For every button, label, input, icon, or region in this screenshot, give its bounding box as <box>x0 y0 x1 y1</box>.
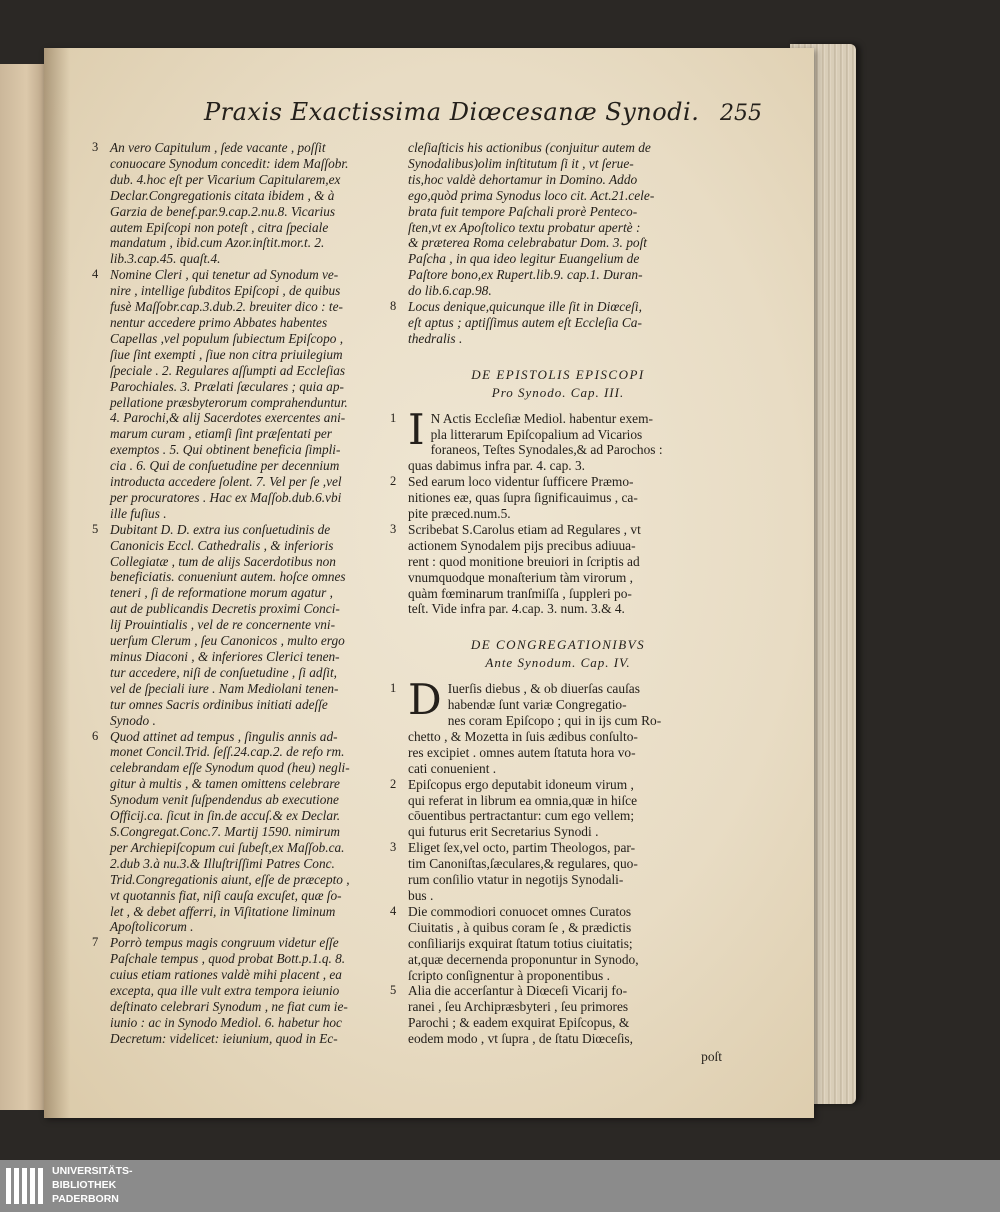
library-logo-icon <box>6 1168 44 1204</box>
paragraph-text: Epiſcopus ergo deputabit idoneum virum , qui referat in librum ea omnia,quæ in hiſce cōuentibus pertractantur: cum ego vellem; qui futurus erit Secretarius Synodi . <box>408 776 638 840</box>
page-header <box>204 98 784 132</box>
logo-line-2: BIBLIOTHEK <box>52 1179 117 1191</box>
paragraph-5 <box>92 522 420 729</box>
paragraph-number: 2 <box>390 776 397 791</box>
running-title: Praxis Exactissima Diœcesanæ Synodi. <box>204 98 700 126</box>
cap3-item-2 <box>390 474 726 522</box>
logo-line-3: PADERBORN <box>52 1193 119 1205</box>
paragraph-text: Sed earum loco videntur ſufficere Præmo- nitiones eæ, quas ſupra ſignificauimus , ca- pite præced.num.5. <box>408 474 638 522</box>
drop-cap: D <box>408 675 442 725</box>
logo-line-1: UNIVERSITÄTS- <box>52 1165 133 1177</box>
continuation-paragraph <box>390 140 726 299</box>
book-page <box>44 48 814 1118</box>
paragraph-number: 6 <box>92 728 99 743</box>
paragraph-text: Porrò tempus magis congruum videtur eſſe Paſchale tempus , quod probat Bott.p.1.q. 8. cuius etiam rationes valdè mihi placent , ea excepta, qua ille vult extra tempora ieiunio deſtinato celebrari Synodum , ne fiat cum ie- iunio : ac in Synodo Mediol. 6. habetur hoc Decretum: videlicet: ieiunium, quod in Ec- <box>110 935 348 1046</box>
paragraph-text: Quod attinet ad tempus , ſingulis annis ad- monet Concil.Trid. ſeſſ.24.cap.2. de refo rm. celebrandam eſſe Synodum quod (heu) negli- gitur à multis , & tamen omittens celebrare Synodum venit ſuſpendendus ab executione Officij.ca. ſicut in ſin.de accuſ.& ex Declar. S.Congregat.Conc.7. Martij 1590. nimirum per Archiepiſcopum cui ſubeſt,ex Maſſob.ca. 2.dub 3.à nu.3.& Illuſtriſſimi Patres Conc. Trid.Congregationis aiunt, eſſe de præcepto , vt quotannis fiat, niſi cauſa excuſet, quæ ſo- let , & debet afferri, in Viſitatione liminum Apoſtolicorum . <box>110 728 350 935</box>
paragraph-3 <box>92 140 420 267</box>
paragraph-text: N Actis Eccleſiæ Mediol. habentur exem- pla litterarum Epiſcopalium ad Vicarios foraneos, Teſtes Synodales,& ad Parochos : quas dabimus infra par. 4. cap. 3. <box>408 410 663 474</box>
paragraph-number: 8 <box>390 299 397 314</box>
paragraph-text: Die commodiori conuocet omnes Curatos Ciuitatis , à quibus coram ſe , & prædictis conſiliarijs exquirat ſtatum totius ciuitatis; at,quæ decernenda proponuntur in Synodo, ſcripto conſignentur à proponentibus . <box>408 903 639 983</box>
paragraph-number: 5 <box>92 521 99 536</box>
paragraph-text: Dubitant D. D. extra ius conſuetudinis de Canonicis Eccl. Cathedralis , & inferioris Collegiatæ , tum de alijs Sacerdotibus non beneficiatis. conueniunt autem. hoſce omnes teneri , ſi de reformatione morum agatur , aut de publicandis Decretis proximi Conci- lij Prouintialis , vel de re concernente vni- uerſum Clerum , ſeu Canonicos , multo ergo minus Diaconi , & inferiores Clerici tenen- tur accedere, niſi de conſuetudine , ſi adſit, vel de ſpeciali iure . Nam Mediolani tenen- tur omnes Sacris ordinibus initiati adeſſe Synodo . <box>110 521 346 728</box>
section-title-cap-4: DE CONGREGATIONIBVS <box>470 637 646 653</box>
gutter-shadow <box>44 48 70 1118</box>
paragraph-8 <box>390 299 726 347</box>
paragraph-6 <box>92 729 420 936</box>
paragraph-7 <box>92 935 420 1046</box>
paragraph-text: An vero Capitulum , ſede vacante , poſſit conuocare Synodum concedit: idem Maſſobr. dub. 4.hoc eſt per Vicarium Capitularem,ex Declar.Congregationis citata ibidem , & à Garzia de benef.par.9.cap.2.nu.8. Vicarius autem Epiſcopi non poteſt , citra ſpeciale mandatum , ibid.cum Azor.inſtit.mor.t. 2. lib.3.cap.45. quaſt.4. <box>110 140 349 267</box>
paragraph-number: 4 <box>390 903 397 918</box>
cap4-item-4 <box>390 904 726 984</box>
cap3-item-1 <box>390 404 726 475</box>
paragraph-number: 1 <box>390 410 397 425</box>
paragraph-number: 3 <box>390 521 397 536</box>
section-title-cap-3: DE EPISTOLIS EPISCOPI <box>471 366 645 382</box>
paragraph-number: 4 <box>92 267 99 282</box>
cap3-item-3 <box>390 522 726 617</box>
paragraph-number: 3 <box>92 140 99 154</box>
left-page-edge <box>0 64 46 1110</box>
catchword: poſt <box>701 1049 722 1065</box>
section-subtitle-cap-4: Ante Synodum. Cap. IV. <box>485 655 631 671</box>
paragraph-text: Nomine Cleri , qui tenetur ad Synodum ve- nire , intellige ſubditos Epiſcopi , de quibus fusè Maſſobr.cap.3.dub.2. breuiter dico : te- nentur accedere primo Abbates habentes Capellas ,vel populum ſubiectum Epiſcopo , ſiue ſint exempti , ſiue non citra priuilegium ſpeciale . 2. Regulares aſſumpti ad Eccleſias Parochiales. 3. Prælati ſæculares ; quia ap- pellatione præsbyterorum comprahenduntur. 4. Parochi,& alij Sacerdotes exercentes ani- marum curam , etiamſi ſint præſentati per exemptos . 5. Qui obtinent beneficia ſimpli- cia . 6. Qui de conſuetudine per decennium introducta accedere ſolent. 7. Vel per ſe ,vel per procuratores . Hac ex Maſſob.dub.6.vbi ille fuſius . <box>110 267 348 521</box>
paragraph-text: Eliget ſex,vel octo, partim Theologos, par- tim Canoniſtas,ſæculares,& regulares, quo- rum conſilio vtatur in negotijs Synodali- bus . <box>408 840 638 903</box>
paragraph-number: 3 <box>390 840 397 855</box>
paragraph-text: Locus denique,quicunque ille ſit in Diœceſi, eſt aptus ; aptiſſimus autem eſt Eccleſia Ca- thedralis . <box>408 299 642 346</box>
paragraph-text: Iuerſis diebus , & ob diuerſas cauſas habendæ ſunt variæ Congregatio- nes coram Epiſcopo ; qui in ijs cum Ro- chetto , & Mozetta in ſuis ædibus conſulto- res excipiet . omnes autem ſtatuta hora vo- cati conuenient . <box>408 681 662 776</box>
paragraph-4 <box>92 267 420 522</box>
cap4-item-5 <box>390 983 726 1047</box>
paragraph-number: 2 <box>390 474 397 489</box>
paragraph-number: 5 <box>390 983 397 998</box>
cap4-item-3 <box>390 840 726 904</box>
paragraph-text: Scribebat S.Carolus etiam ad Regulares , vt actionem Synodalem pijs precibus adiuua- rent : quod monitione breuiori in ſcriptis ad vnumquodque monaſterium tàm virorum , quàm fœminarum tranſmiſſa , ſuppleri po- teſt. Vide infra par. 4.cap. 3. num. 3.& 4. <box>408 521 641 617</box>
paragraph-text: cleſiaſticis his actionibus (conjuitur autem de Synodalibus)olim inſtitutum ſi it , vt ſerue- tis,hoc valdè dehortamur in Domino. Addo ego,quòd prima Synodus loco cit. Act.21.cele- brata fuit tempore Paſchali prorè Pentеco- ſten,vt ex Apoſtolico textu probatur apertè : & præterea Roma celebrabatur Dom. 3. poſt Paſcha , in qua ideo legitur Euangelium de Paſtore bono,ex Rupert.lib.9. cap.1. Duran- do lib.6.cap.98. <box>408 140 655 299</box>
page-number: 255 <box>720 101 762 126</box>
drop-cap: I <box>408 404 425 454</box>
section-subtitle-cap-3: Pro Synodo. Cap. III. <box>491 384 625 400</box>
library-logo-text <box>52 1164 133 1206</box>
right-column <box>390 140 726 1065</box>
cap4-item-1 <box>390 675 726 776</box>
paragraph-number: 7 <box>92 935 99 950</box>
library-footer-bar <box>0 1160 1000 1212</box>
paragraph-number: 1 <box>390 681 397 696</box>
left-column <box>92 140 420 1047</box>
paragraph-text: Alia die accerſantur à Diœceſi Vicarij fo- ranei , ſeu Archipræsbyteri , ſeu primores Parochi ; & eadem exquirat Epiſcopus, & eodem modo , vt ſupra , de ſtatu Diœceſis, <box>408 983 633 1047</box>
cap4-item-2 <box>390 777 726 841</box>
